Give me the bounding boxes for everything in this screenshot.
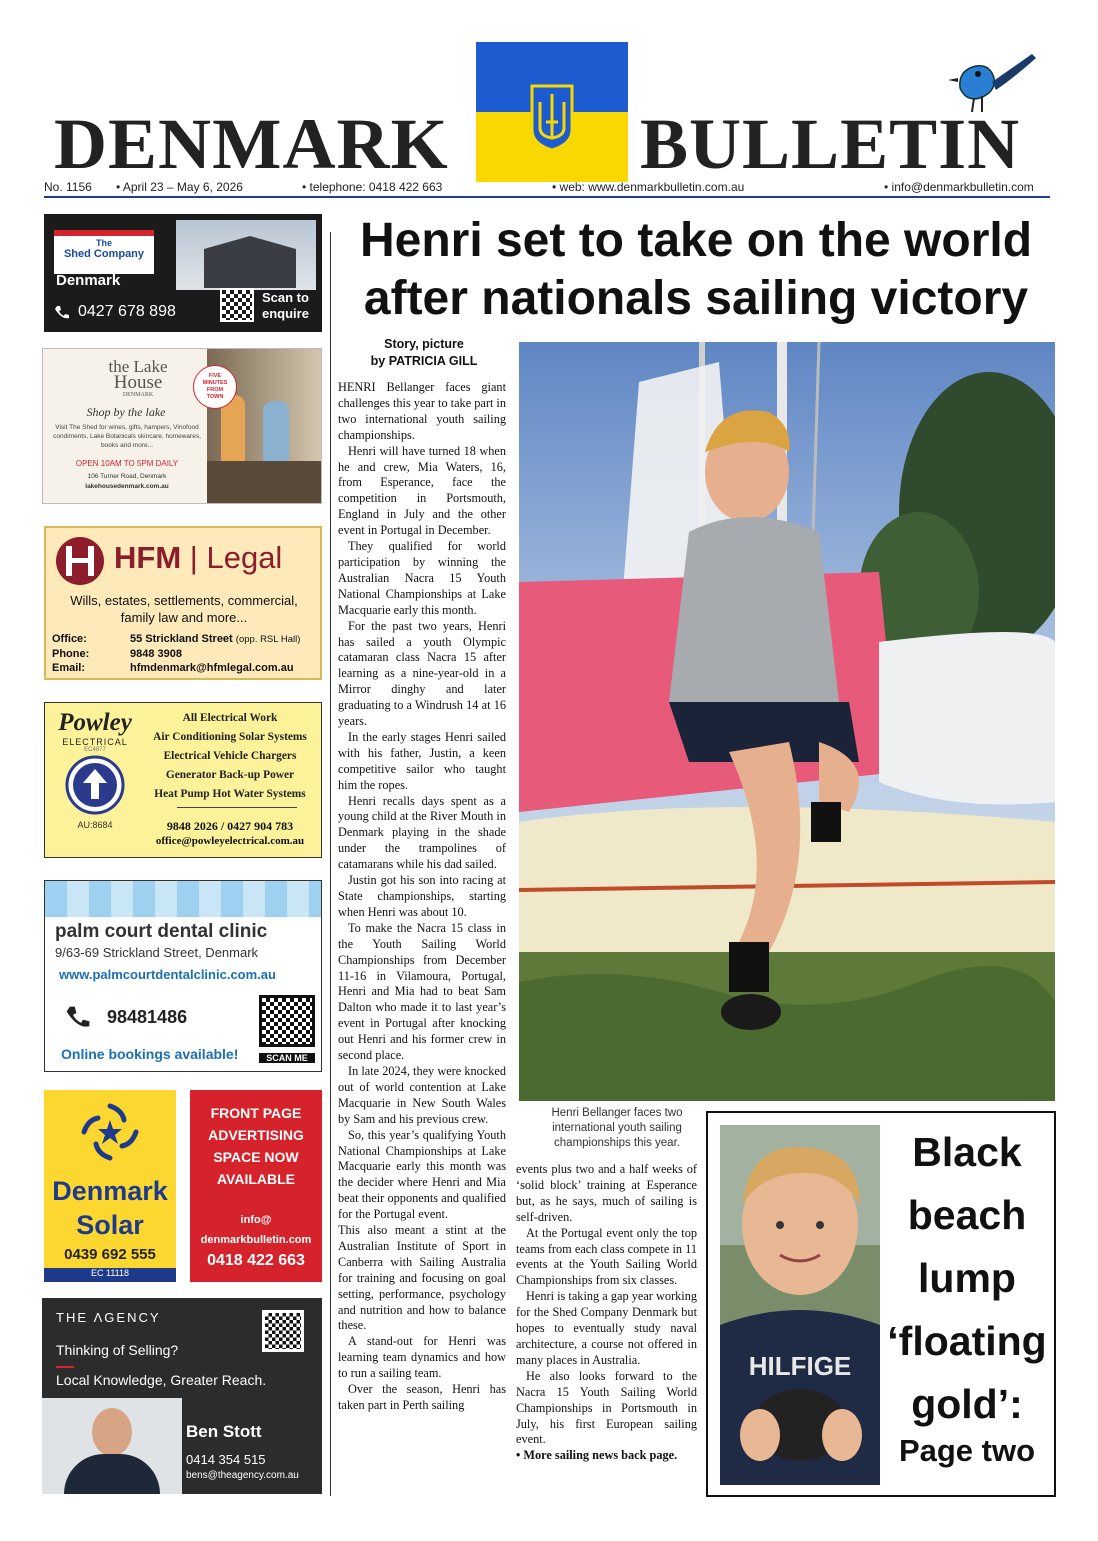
headline-line-1: Henri set to take on the world — [359, 214, 1033, 267]
column-divider — [330, 232, 331, 1496]
hfm-contact — [52, 632, 322, 675]
powley-phone: 9848 2026 / 0427 904 783 — [166, 819, 294, 833]
powley-logo — [49, 709, 141, 851]
powley-service: Heat Pump Hot Water Systems — [154, 788, 306, 800]
masthead-title-right: BULLETIN — [640, 104, 1021, 184]
front-line: ADVERTISING — [208, 1127, 304, 1143]
powley-service: Generator Back-up Power — [165, 769, 295, 781]
masthead-title-left: DENMARK — [54, 104, 449, 184]
shed-brand-1: The — [95, 238, 112, 248]
front-line: AVAILABLE — [216, 1171, 296, 1187]
article-column-2 — [516, 1162, 697, 1464]
paragraph: events plus two and a half weeks of ‘solid block’ training at Esperance but, as he says, much of sailing is self-driven. — [516, 1162, 697, 1224]
powley-name: Powley — [58, 709, 132, 736]
trident-icon — [528, 82, 576, 152]
palm-pattern — [45, 881, 322, 917]
paragraph: Henri is taking a gap year working for the Shed Company Denmark but hopes to eventually study naval architecture, a course not offered in many places in Australia. — [516, 1289, 697, 1367]
paragraph: So, this year’s qualifying Youth National Championships at Lake Macquarie early this month was the decider where Henri and Mia beat their opponents and qualified for the Portugal event. — [338, 1127, 506, 1222]
powley-rule — [177, 807, 297, 808]
teaser-page-ref: Page two — [898, 1433, 1036, 1468]
hfm-phone-label: Phone: — [52, 648, 90, 660]
qr-code-icon — [220, 288, 254, 322]
front-phone: 0418 422 663 — [207, 1252, 305, 1269]
ad-powley-electrical[interactable] — [44, 702, 322, 858]
ad-hfm-legal[interactable] — [44, 526, 322, 680]
svg-text:HILFIGE: HILFIGE — [748, 1351, 852, 1381]
palm-bookings: Online bookings available! — [61, 1046, 239, 1062]
issue-dates: • April 23 – May 6, 2026 — [116, 180, 243, 194]
lakehouse-address: 106 Turner Road, Denmark — [87, 473, 167, 480]
shed-scan-2: enquire — [262, 306, 309, 321]
article-column-1 — [338, 380, 506, 1496]
solar-name-2: Solar — [76, 1210, 144, 1240]
masthead-telephone: • telephone: 0418 422 663 — [302, 180, 443, 194]
paragraph: In late 2024, they were knocked out of world contention at Lake Macquarie in New South Wales by Sam and his previous crew. — [338, 1063, 506, 1126]
lakehouse-tagline: Shop by the lake — [86, 405, 166, 419]
paragraph: To make the Nacra 15 class in the Youth Sailing World Championships from December 11-16 in Vilamoura, Portugal, Henri and Mia had to beat Sam Dalton who made it to last year’s event in Portugal after knocking out Henri and his former crew in second place. — [338, 920, 506, 1063]
powley-service: Air Conditioning Solar Systems — [153, 731, 307, 743]
ad-shed-company[interactable] — [44, 214, 322, 332]
powley-service: Electrical Vehicle Chargers — [163, 750, 297, 762]
lakehouse-desc: Visit The Shed for wines, gifts, hampers, Vinofood condiments, Lake Botanicals skincare, homewares, books and more... — [53, 424, 201, 449]
hfm-sep: | — [189, 540, 198, 575]
lakehouse-name — [83, 359, 193, 399]
shed-scan — [262, 290, 309, 322]
front-email-1: info@ — [240, 1214, 272, 1226]
paragraph: HENRI Bellanger faces giant challenges this year to take part in two international youth sailing championships. — [338, 380, 506, 442]
article-byline — [338, 336, 510, 370]
badge-line: MINUTES — [202, 380, 228, 386]
issue-number: No. 1156 — [44, 180, 92, 194]
solar-name-1: Denmark — [52, 1176, 168, 1206]
paragraph: Over the season, Henri has taken part in Perth sailing — [338, 1382, 506, 1412]
more-link[interactable]: • More sailing news back page. — [516, 1448, 678, 1463]
hfm-office-label: Office: — [52, 633, 87, 645]
teaser-photo — [720, 1125, 880, 1485]
agency-phone: 0414 354 515 — [186, 1452, 266, 1467]
teaser-line: Black — [912, 1129, 1022, 1175]
paragraph: This also meant a stint at the Australian Institute of Sport in Canberra with Sailing Australia for training and focusing on goal setting, performance, psychology and nutrition and how to balance these. — [338, 1223, 506, 1333]
hfm-logo-icon — [52, 536, 108, 586]
shed-photo — [176, 220, 316, 290]
shed-phone: 0427 678 898 — [78, 303, 176, 320]
shed-town: Denmark — [56, 272, 121, 289]
article-headline — [338, 212, 1054, 328]
hfm-email[interactable]: hfmdenmark@hfmlegal.com.au — [130, 662, 294, 674]
powley-services — [141, 709, 319, 804]
shed-scan-1: Scan to — [262, 290, 309, 305]
ad-denmark-solar[interactable] — [44, 1090, 176, 1282]
solar-logo-icon — [78, 1100, 142, 1164]
hfm-phone: 9848 3908 — [130, 648, 182, 660]
powley-service: All Electrical Work — [182, 712, 278, 724]
powley-reg: EC4877 — [84, 747, 106, 753]
paragraph: Justin got his son into racing at State championships, starting when Henri was about 10. — [338, 873, 506, 919]
hfm-office: 55 Strickland Street — [130, 633, 233, 645]
fairy-wren-logo-icon — [940, 48, 1040, 120]
teaser-box[interactable] — [706, 1111, 1056, 1497]
badge-line: TOWN — [206, 394, 224, 400]
palm-phone: 98481486 — [107, 1007, 188, 1027]
lakehouse-name-2: House — [113, 372, 163, 393]
qr-code-icon — [259, 995, 315, 1047]
front-email[interactable] — [190, 1210, 322, 1250]
hfm-legal: Legal — [206, 540, 283, 575]
teaser-line: beach — [907, 1192, 1027, 1238]
agency-photo — [42, 1398, 182, 1494]
ukraine-flag — [476, 42, 628, 182]
lakehouse-name-1: the Lake — [108, 357, 168, 376]
powley-au: AU:8684 — [77, 820, 113, 830]
lakehouse-web: lakehousedenmark.com.au — [85, 483, 169, 490]
palm-scan: SCAN ME — [259, 1053, 315, 1063]
teaser-line: ‘floating — [887, 1318, 1047, 1364]
powley-sub: ELECTRICAL — [62, 737, 128, 747]
hfm-email-label: Email: — [52, 662, 86, 674]
agency-line-1: Thinking of Selling? — [56, 1342, 179, 1358]
paragraph: He also looks forward to the Nacra 15 Youth Sailing World Championships in Portsmouth in July, his first European sailing event. — [516, 1368, 697, 1447]
paragraph: In the early stages Henri sailed with his father, Justin, a keen competitive sailor who taught him the ropes. — [338, 729, 506, 792]
byline-line-2: by PATRICIA GILL — [370, 354, 478, 368]
front-line: FRONT PAGE — [210, 1105, 302, 1121]
lakehouse-name-3: DENMARK — [122, 392, 154, 398]
agency-email[interactable]: bens@theagency.com.au — [186, 1470, 299, 1481]
phone-icon — [65, 1005, 91, 1031]
solar-phone: 0439 692 555 — [64, 1246, 156, 1263]
agency-name: Ben Stott — [186, 1422, 262, 1441]
hfm-name: HFM — [114, 540, 182, 575]
headline-line-2: after nationals sailing victory — [363, 272, 1029, 325]
palm-web[interactable]: www.palmcourtdentalclinic.com.au — [59, 967, 276, 982]
ad-the-agency[interactable] — [42, 1298, 322, 1494]
solar-licence: EC 11118 — [44, 1268, 176, 1282]
agency-divider — [56, 1366, 74, 1368]
masthead-rule — [44, 196, 1050, 198]
teaser-line: lump — [918, 1255, 1016, 1301]
ad-lake-house[interactable] — [42, 348, 322, 504]
solar-name — [44, 1174, 176, 1242]
badge-line: FROM — [206, 387, 224, 393]
lakehouse-badge — [193, 365, 237, 409]
masthead-email[interactable]: • info@denmarkbulletin.com — [884, 180, 1034, 194]
hfm-office-note: (opp. RSL Hall) — [235, 634, 301, 645]
agency-line-2: Local Knowledge, Greater Reach. — [56, 1372, 267, 1388]
teaser-line: gold’: — [911, 1381, 1023, 1427]
masthead-info-bar — [44, 180, 1050, 196]
palm-address: 9/63-69 Strickland Street, Denmark — [55, 945, 259, 960]
badge-line: FIVE — [208, 373, 222, 379]
paragraph: A stand-out for Henri was learning team dynamics and how to run a sailing team. — [338, 1334, 506, 1381]
front-email-2: denmarkbulletin.com — [200, 1234, 312, 1246]
powley-arrow-icon — [65, 755, 125, 815]
powley-email[interactable]: office@powleyelectrical.com.au — [155, 835, 305, 847]
paragraph: Henri recalls days spent as a young child at the River Mouth in Denmark playing in the shade under the trampolines of catamarans while his dad sailed. — [338, 793, 506, 872]
ad-palm-court-dental[interactable] — [44, 880, 322, 1072]
phone-icon — [54, 305, 70, 321]
henri-photo — [519, 342, 1055, 1101]
lakehouse-hours: OPEN 10AM TO 5PM DAILY — [75, 459, 179, 468]
shed-logo — [54, 230, 154, 274]
paragraph: At the Portugal event only the top teams from each class compete in 11 events at the Youth Sailing World Championships from six classes. — [516, 1225, 697, 1288]
palm-name: palm court dental clinic — [55, 921, 268, 942]
qr-code-icon — [262, 1310, 304, 1352]
masthead-web[interactable]: • web: www.denmarkbulletin.com.au — [552, 180, 745, 194]
front-text — [190, 1102, 322, 1190]
hfm-services: Wills, estates, settlements, commercial, family law and more... — [70, 593, 298, 625]
shed-brand-2: Shed Company — [63, 248, 145, 260]
photo-caption: Henri Bellanger faces two international youth sailing championships this year. — [551, 1107, 683, 1149]
paragraph: For the past two years, Henri has sailed a youth Olympic catamaran class Nacra 15 after learning as a nine-year-old in a Mirror dinghy and later graduating to a Windrush 14 at 16 years. — [338, 618, 506, 729]
hfm-title — [114, 540, 282, 576]
paragraph: They qualified for world participation by winning the Australian Nacra 15 Youth National Championships at Lake Macquarie early this month. — [338, 539, 506, 617]
paragraph: Henri will have turned 18 when he and crew, Mia Waters, 16, from Esperance, face the competition in Portsmouth, England in July and the other event in Portugal in December. — [338, 443, 506, 538]
ad-front-page-space[interactable] — [190, 1090, 322, 1282]
front-line: SPACE NOW — [213, 1149, 299, 1165]
teaser-headline — [884, 1121, 1050, 1436]
byline-line-1: Story, picture — [384, 337, 464, 351]
agency-logo: THE ΛGENCY — [56, 1310, 161, 1325]
